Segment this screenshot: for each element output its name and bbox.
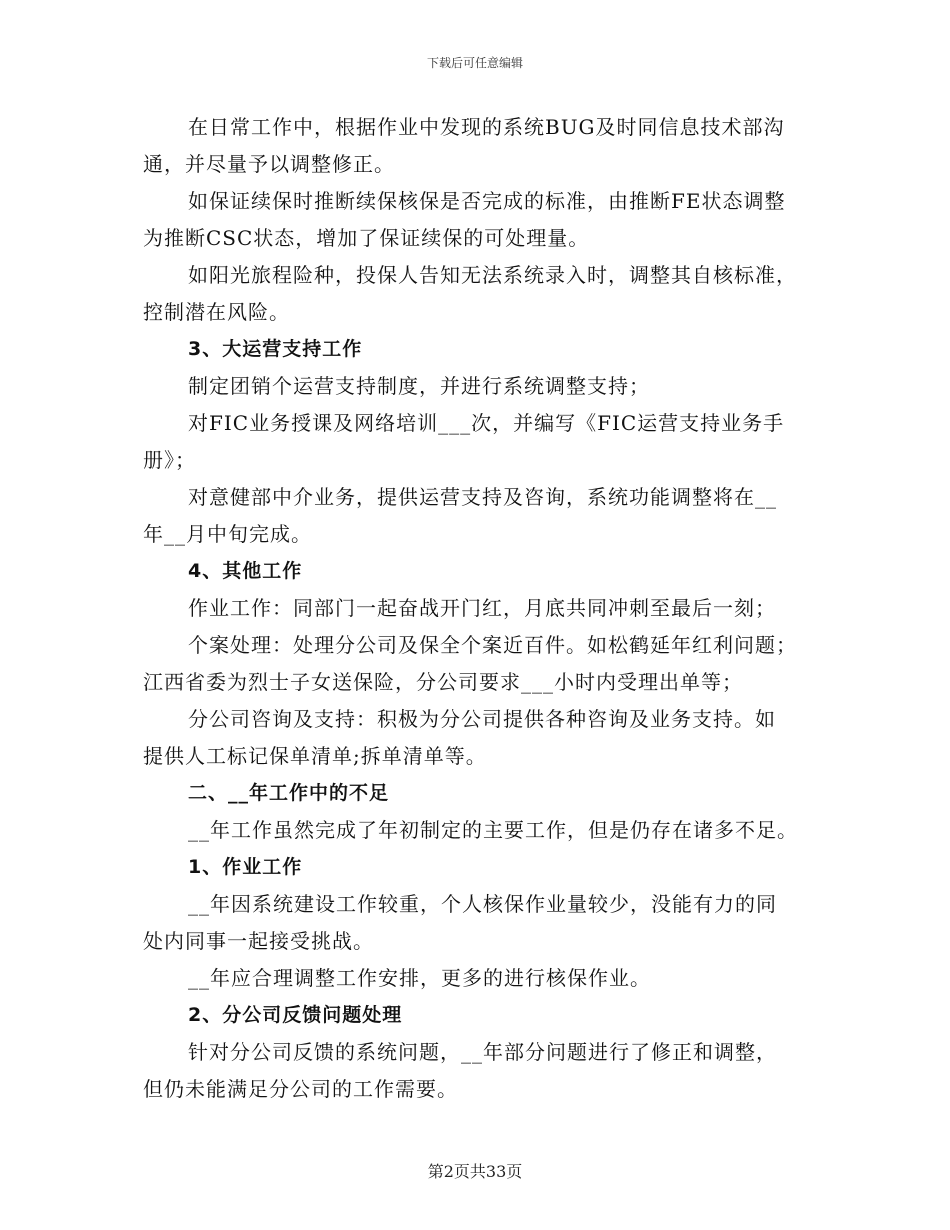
paragraph-line: 个案处理：处理分公司及保全个案近百件。如松鹤延年红利问题； (188, 633, 797, 657)
section-heading: 4、其他工作 (188, 560, 303, 582)
paragraph-line: 如保证续保时推断续保核保是否完成的标准，由推断FE状态调整 (188, 189, 786, 213)
section-heading: 1、作业工作 (188, 856, 303, 878)
paragraph-line: __年因系统建设工作较重，个人核保作业量较少，没能有力的同 (188, 892, 777, 916)
paragraph-line: 针对分公司反馈的系统问题，__年部分问题进行了修正和调整， (188, 1040, 777, 1064)
page-header: 下载后可任意编辑 (426, 56, 523, 70)
paragraph-line: 对意健部中介业务，提供运营支持及咨询，系统功能调整将在__ (188, 485, 777, 509)
paragraph-line: 如阳光旅程险种，投保人告知无法系统录入时，调整其自核标准， (188, 263, 797, 287)
paragraph-line: 提供人工标记保单清单;拆单清单等。 (143, 744, 487, 768)
paragraph-line: __年工作虽然完成了年初制定的主要工作，但是仍存在诸多不足。 (188, 818, 798, 842)
section-heading: 2、分公司反馈问题处理 (188, 1004, 403, 1026)
paragraph-line: 分公司咨询及支持：积极为分公司提供各种咨询及业务支持。如 (188, 707, 776, 731)
paragraph-line: 作业工作：同部门一起奋战开门红，月底共同冲刺至最后一刻； (188, 596, 776, 620)
paragraph-line: 制定团销个运营支持制度，并进行系统调整支持； (188, 374, 650, 398)
paragraph-line: 控制潜在风险。 (143, 300, 290, 324)
paragraph-line: 为推断CSC状态，增加了保证续保的可处理量。 (143, 226, 590, 250)
paragraph-line: 但仍未能满足分公司的工作需要。 (143, 1077, 458, 1101)
paragraph-line: 通，并尽量予以调整修正。 (143, 152, 395, 176)
paragraph-line: 在日常工作中，根据作业中发现的系统BUG及时同信息技术部沟 (188, 115, 785, 139)
paragraph-line: 年__月中旬完成。 (143, 522, 312, 546)
paragraph-line: 对FIC业务授课及网络培训___次，并编写《FIC运营支持业务手 (188, 411, 785, 435)
paragraph-line: __年应合理调整工作安排，更多的进行核保作业。 (188, 966, 651, 990)
page-footer: 第2页共33页 (427, 1162, 523, 1181)
paragraph-line: 册》； (143, 448, 196, 472)
section-heading: 二、__年工作中的不足 (188, 782, 390, 804)
paragraph-line: 江西省委为烈士子女送保险，分公司要求___小时内受理出单等； (143, 670, 743, 694)
section-heading: 3、大运营支持工作 (188, 338, 363, 360)
paragraph-line: 处内同事一起接受挑战。 (143, 929, 374, 953)
